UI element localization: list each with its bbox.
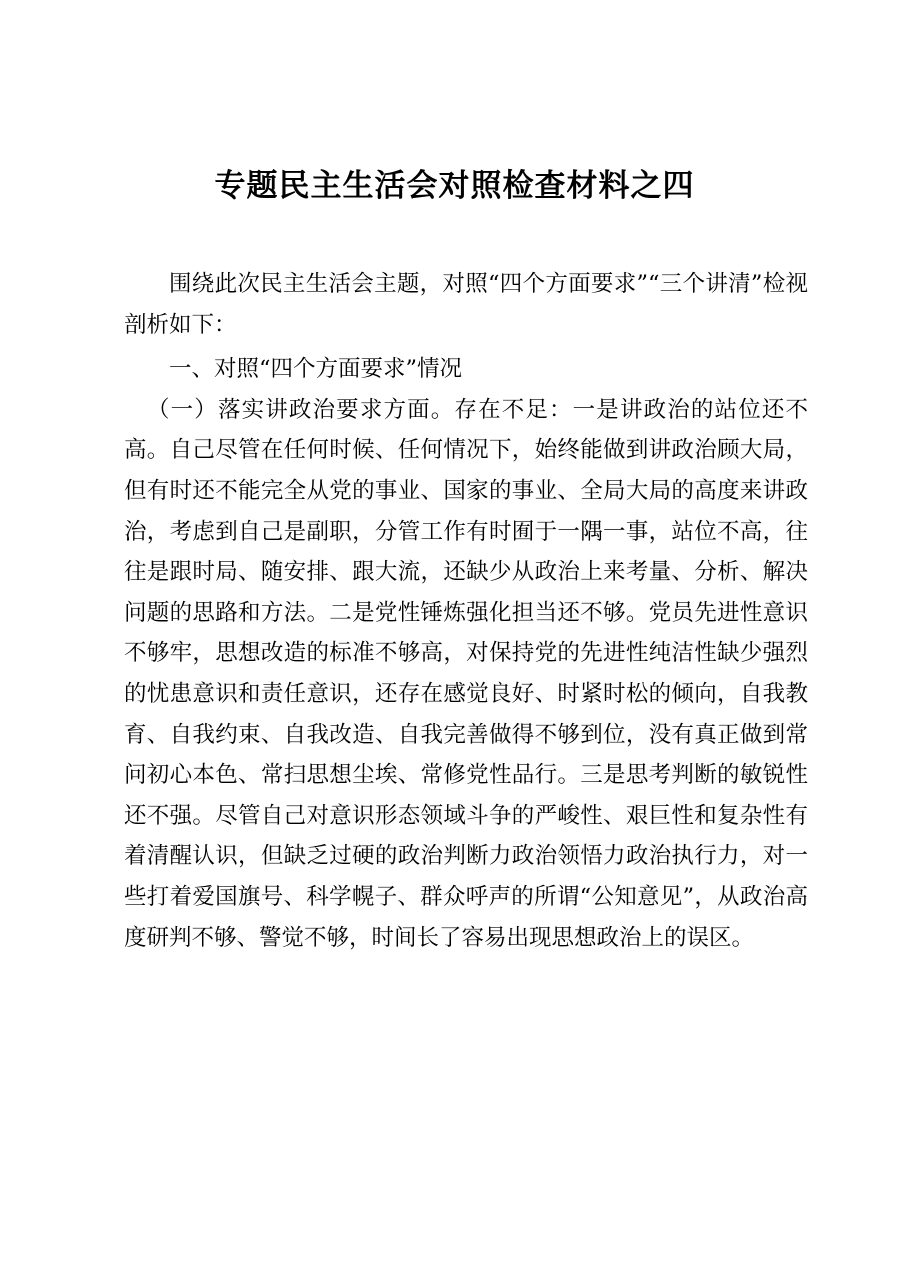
intro-paragraph: 围绕此次民主生活会主题，对照“四个方面要求”“三个讲清”检视剖析如下：: [124, 271, 808, 338]
document-body: [124, 264, 808, 958]
document-title: 专题民主生活会对照检查材料之四: [214, 168, 695, 204]
subsection-paragraph: （一）落实讲政治要求方面。存在不足：一是讲政治的站位还不高。自己尽管在任何时候、任何情况下，始终能做到讲政治顾大局，但有时还不能完全从党的事业、国家的事业、全局大局的高度来讲政治，考虑到自己是副职，分管工作有时囿于一隅一事，站位不高，往往是跟时局、随安排、跟大流，还缺少从政治上来考量、分析、解决问题的思路和方法。二是党性锤炼强化担当还不够。党员先进性意识不够牢，思想改造的标准不够高，对保持党的先进性纯洁性缺少强烈的忧患意识和责任意识，还存在感觉良好、时紧时松的倾向，自我教育、自我约束、自我改造、自我完善做得不够到位，没有真正做到常问初心本色、常扫思想尘埃、常修党性品行。三是思考判断的敏锐性还不强。尽管自己对意识形态领域斗争的严峻性、艰巨性和复杂性有着清醒认识，但缺乏过硬的政治判断力政治领悟力政治执行力，对一些打着爱国旗号、科学幌子、群众呼声的所谓“公知意见”，从政治高度研判不够、警觉不够，时间长了容易出现思想政治上的误区。: [124, 396, 808, 951]
section-heading: 一、对照“四个方面要求”情况: [169, 356, 463, 383]
